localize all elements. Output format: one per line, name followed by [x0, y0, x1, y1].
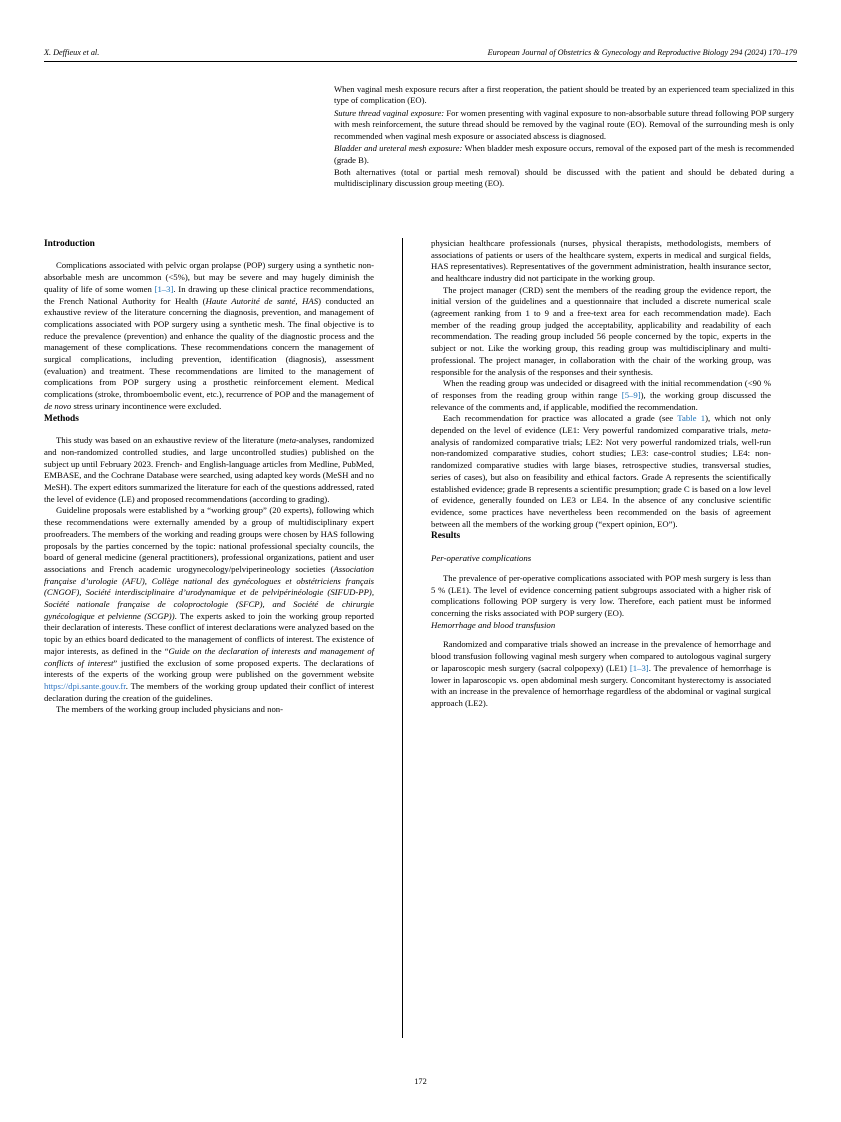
methods-paragraph-5: When the reading group was undecided or disagreed with the initial recommendation (<90 % of responses from the reading group within range [5–9]), the working group discussed the relevance of the comments and, if applicable, modified the recommendation.: [431, 378, 771, 412]
citation-link[interactable]: [1–3]: [154, 283, 174, 294]
results-paragraph-1: The prevalence of per-operative complications associated with POP mesh surgery is less than 5 % (LE1). The level of evidence concerning patient subgroups associated with a higher risk of complications following POP surgery is very low. Therefore, each patient must be informed concerning the risks associated with POP surgery (EO).: [431, 572, 771, 618]
recommendation-lead-in: Bladder and ureteral mesh exposure:: [334, 143, 463, 154]
recommendations-block: [334, 84, 794, 190]
results-paragraph-2: Randomized and comparative trials showed an increase in the prevalence of hemorrhage and blood transfusion following vaginal mesh surgery when compared to autologous vaginal surgery or laparoscopic mesh surgery (sacral colpopexy) (LE1) [1–3]. The prevalence of hemorrhage is lower in laparoscopic vs. open abdominal mesh surgery. Concomitant hysterectomy is associated with an increase in the prevalence of hemorrhage regardless of the abdominal or vaginal surgical approach (LE2).: [431, 639, 771, 708]
methods-paragraph-6: Each recommendation for practice was allocated a grade (see Table 1), which not only depended on the level of evidence (LE1: Very powerful randomized comparative trials, meta-analysis of randomized comparative trials; LE2: Not very powerful randomized trials, well-run non-randomized comparative studies, cohort studies; LE3: case-control studies; LE4: non-randomized comparative studies with large biases, retrospective studies, transversal studies, series of cases), but also on feasibility and ethical factors. Grade A represents the scientifically established evidence; grade B represents a scientific presumption; grade C is based on a low level of evidence, generally founded on LE3 or LE4. In the absence of any conclusive scientific evidence, some practices have nevertheless been recommended on the basis of agreement between all the members of the working group (“expert opinion, EO”).: [431, 413, 772, 529]
citation-link[interactable]: [1–3]: [629, 662, 649, 673]
methods-paragraph-1: This study was based on an exhaustive review of the literature (meta-analyses, randomized and non-randomized controlled studies, and large uncontrolled studies) published on the subject up until February 2023. French- and English-language articles from Medline, PubMed, EMBASE, and the Cochrane Database were searched, using adapted key words (MeSH and no MeSH). The expert editors summarized the literature for each of the questions addressed, rated the level of evidence (LE) and proposed recommendations (according to grading).: [44, 435, 374, 504]
recommendation-paragraph: Both alternatives (total or partial mesh removal) should be discussed with the patient and should be debated during a multidisciplinary discussion group meeting (EO).: [334, 166, 794, 189]
right-column: [431, 238, 771, 1038]
running-head: [44, 48, 797, 62]
page-number: 172: [414, 1077, 427, 1086]
methods-paragraph-2: Guideline proposals were established by a “working group” (20 experts), following which these recommendations were externally amended by a group of multidisciplinary expert proofreaders. The members of the working and reading groups were chosen by HAS following proposals by the parties concerned by the topic: national professional specialty councils, the board of general medicine (general practitioners), professional organizations, patient and user associations and French academic urogynecology/pelviperineology societies (Association française d’urologie (AFU), Collège national des gynécologues et obstétriciens français (CNGOF), Société interdisciplinaire d’urodynamique et de pelvipérinéologie (SIFUD-PP), Société nationale française de coloproctologie (SFCP), and Société de chirurgie gynécologique et pelvienne (SCGP)). The experts asked to join the working group reported their declaration of interests. These conflict of interest declarations were analyzed based on the topic by an ethics board dedicated to the management of conflicts of interest. The existence of major interests, as defined in the “Guide on the declaration of interests and management of conflicts of interest” justified the exclusion of some proposed experts. The declarations of interests of the experts of the working group were published on the government website https://dpi.sante.gouv.fr. The members of the working group updated their conflict of interest declaration during the creation of the guidelines.: [44, 505, 375, 703]
methods-paragraph-3-continued: physician healthcare professionals (nurses, physical therapists, methodologists, members of associations of patients or users of the healthcare system, experts in medical and surgical fields, HAS representatives). Representatives of the government administration, health insurance sector, and healthcare industry did not participate in the working group.: [431, 237, 771, 283]
recommendation-paragraph: When vaginal mesh exposure recurs after a first reoperation, the patient should be treated by an experienced team specialized in this type of complication (EO).: [334, 84, 794, 106]
table-reference-link[interactable]: Table 1: [677, 413, 706, 424]
recommendation-paragraph: Bladder and ureteral mesh exposure: When bladder mesh exposure occurs, removal of the exposed part of the mesh is recommended (grade B).: [334, 143, 794, 165]
running-head-journal: European Journal of Obstetrics & Gynecology and Reproductive Biology 294 (2024) 170–179: [487, 48, 797, 57]
heading-introduction: Introduction: [44, 238, 95, 249]
recommendation-lead-in: Suture thread vaginal exposure:: [334, 107, 445, 118]
citation-link[interactable]: [5–9]: [621, 389, 641, 400]
running-head-authors: X. Deffieux et al.: [44, 48, 100, 57]
heading-per-operative-complications: Per-operative complications: [431, 553, 532, 564]
heading-results: Results: [431, 531, 461, 542]
methods-paragraph-4: The project manager (CRD) sent the members of the reading group the evidence report, the initial version of the guidelines and a questionnaire that included a discrete numerical scale (agreement ranking from 1 to 9 and a free-text area for each recommendation made). Each member of the reading group judged the acceptability, applicability and readability of each recommendation. The reading group included 56 people concerned by the topic, experts in the subject or not. Like the working group, this reading group was multidisciplinary and multi-professional. The project manager, in collaboration with the chair of the working group, was responsible for the analysis of the responses and their synthesis.: [431, 284, 771, 377]
declaration-of-interests-link[interactable]: https://dpi.sante.gouv.fr: [44, 680, 126, 691]
heading-methods: Methods: [44, 413, 79, 424]
two-column-body: [44, 238, 797, 1038]
methods-paragraph-3: The members of the working group included physicians and non-: [56, 704, 284, 715]
left-column: [44, 238, 403, 1038]
recommendation-paragraph: Suture thread vaginal exposure: For women presenting with vaginal exposure to non-absorbable suture thread following POP surgery with mesh reinforcement, the suture thread should be removed by the vaginal route (EO). Removal of the surrounding mesh is only recommended when vaginal mesh exposure or associated abscess is diagnosed.: [334, 107, 794, 141]
heading-hemorrhage-and-blood-transfusion: Hemorrhage and blood transfusion: [431, 619, 556, 630]
intro-paragraph-1: Complications associated with pelvic organ prolapse (POP) surgery using a synthetic non-absorbable mesh are uncommon (<5%), but may be severe and may hugely diminish the quality of life of some women [1–3]. In drawing up these clinical practice recommendations, the French National Authority for Health (Haute Autorité de santé, HAS) conducted an exhaustive review of the literature concerning the diagnosis, prevention, and management of complications associated with POP surgery using a synthetic mesh. The final objective is to reduce the prevalence (prevention) and enhance the quality of the diagnostic process and the management of these complications. These recommendations concern the management of surgical complications, including prevention, identification (diagnosis), assessment (evaluation) and treatment. These recommendations are limited to the management of complications from POP surgery using a prosthetic reinforcement element. Medical complications (stroke, thromboembolic event, etc.), recurrence of POP and the management of de novo stress urinary incontinence were excluded.: [44, 260, 375, 411]
